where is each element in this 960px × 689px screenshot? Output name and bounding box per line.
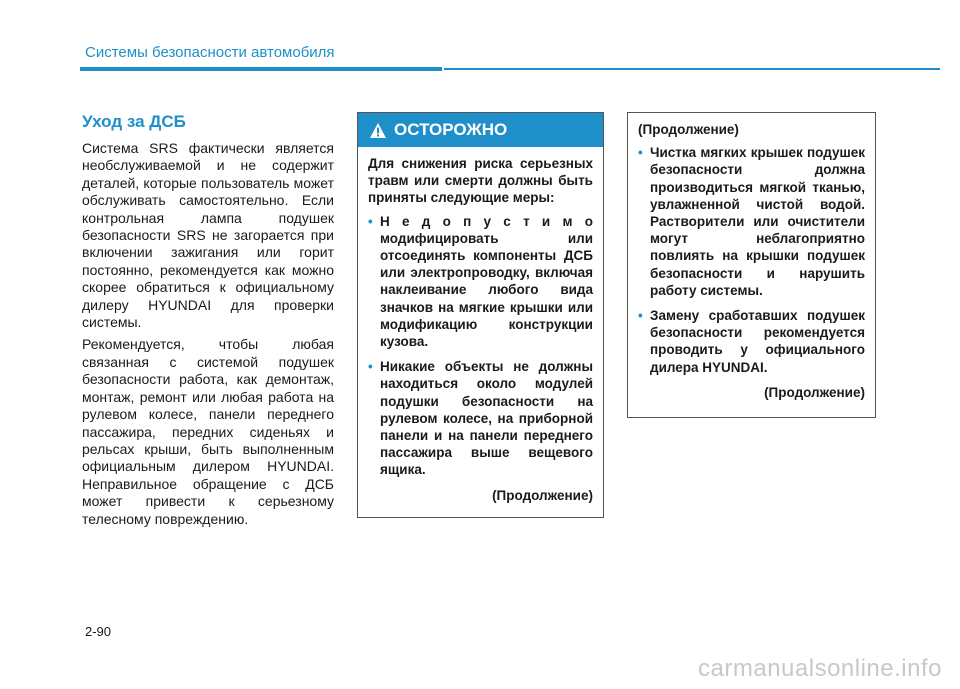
- paragraph: Система SRS фактически является необслуживаемой и не содержит деталей, которые пользователь может обслуживать самостоятельно. Если контрольная лампа подушек безопасности SRS не загорается при включении зажигания или горит постоянно, рекомендуется как можно скорее обратиться к официальному дилеру HYUNDAI для проверки системы.: [82, 140, 334, 331]
- header-rule-thick: [80, 67, 442, 71]
- warning-body: [358, 147, 603, 504]
- list-item: • Никакие объекты не должны находиться около модулей подушки безопасности на рулевом колесе, на приборной панели и на панели переднего пассажира выше вещевого ящика.: [368, 358, 593, 478]
- section-title: Системы безопасности автомобиля: [85, 44, 335, 61]
- warning-list: [368, 213, 593, 479]
- continued-label: (Продолжение): [492, 487, 593, 503]
- warning-intro: Для снижения риска серьезных травм или смерти должны быть приняты следующие меры:: [368, 156, 593, 206]
- warning-title: ОСТОРОЖНО: [394, 120, 508, 139]
- continuation-list: [638, 144, 865, 376]
- list-item: • Н е д о п у с т и м о модифицировать или отсоединять компоненты ДСБ или электропроводку, включая наклеивание любого вида значков на мягкие крышки или модификацию конструкции кузова.: [368, 213, 593, 351]
- warning-header: [358, 113, 603, 147]
- page-heading: Уход за ДСБ: [82, 112, 186, 131]
- continuation-box: [627, 112, 876, 418]
- warning-triangle-icon: [370, 123, 386, 138]
- watermark: carmanualsonline.info: [698, 655, 942, 682]
- main-text-column: [82, 140, 334, 533]
- paragraph: Рекомендуется, чтобы любая связанная с системой подушек безопасности работа, как демонтаж, монтаж, ремонт или любая работа на рулевом колесе, панели переднего пассажира, передних сиденьях и рельсах крыши, быть выполненным официальным дилером HYUNDAI. Неправильное обращение с ДСБ может привести к серьезному телесному повреждению.: [82, 336, 334, 527]
- page-number: 2-90: [85, 624, 112, 639]
- continuation-header: (Продолжение): [638, 122, 739, 137]
- header-rule-thin: [444, 68, 940, 70]
- list-item: • Замену сработавших подушек безопасности рекомендуется проводить у официального дилера HYUNDAI.: [638, 307, 865, 376]
- continued-label: (Продолжение): [764, 384, 865, 400]
- warning-box: [357, 112, 604, 518]
- list-item: • Чистка мягких крышек подушек безопасности должна производиться мягкой тканью, увлажненной чистой водой. Растворители или очистители могут неблагоприятно повлиять на крышки подушек безопасности и нарушить работу системы.: [638, 144, 865, 299]
